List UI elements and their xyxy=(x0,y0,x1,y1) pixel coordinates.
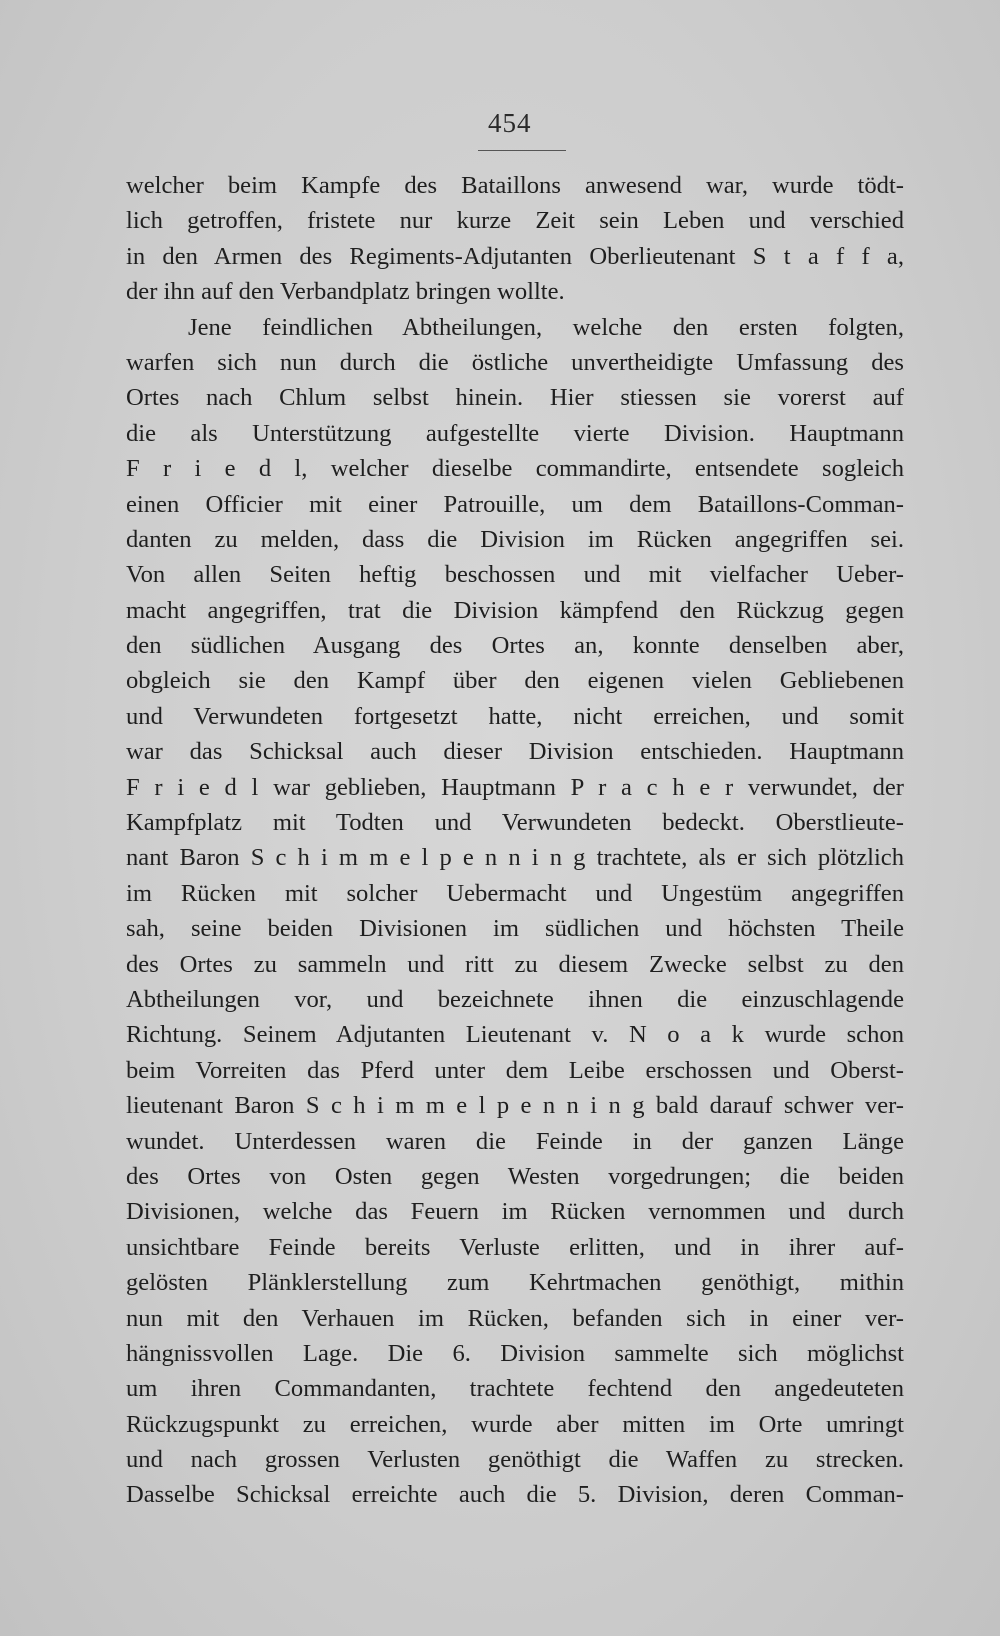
text-line: danten zu melden, dass die Division im Rücken angegriffen sei. xyxy=(126,525,904,553)
text-line: lich getroffen, fristete nur kurze Zeit sein Leben und verschied xyxy=(126,207,904,235)
text-line: welcher beim Kampfe des Bataillons anwesend war, wurde tödt- xyxy=(126,172,904,199)
text-line: hängnissvollen Lage. Die 6. Division sammelte sich möglichst xyxy=(126,1339,904,1367)
text-line: warfen sich nun durch die östliche unvertheidigte Umfassung des xyxy=(126,348,904,376)
text-line: einen Officier mit einer Patrouille, um dem Bataillons-Comman- xyxy=(126,490,904,518)
page-number: 454 xyxy=(488,108,532,138)
text-line: um ihren Commandanten, trachtete fechtend den angedeuteten xyxy=(126,1375,904,1403)
text-line: Divisionen, welche das Feuern im Rücken vernommen und durch xyxy=(126,1198,904,1226)
text-line: Dasselbe Schicksal erreichte auch die 5. Division, deren Comman- xyxy=(126,1481,904,1509)
text-line: nant Baron S c h i m m e l p e n n i n g trachtete, als er sich plötzlich xyxy=(126,844,904,872)
text-line: wundet. Unterdessen waren die Feinde in der ganzen Länge xyxy=(126,1127,904,1155)
text-line: obgleich sie den Kampf über den eigenen vielen Gebliebenen xyxy=(126,667,904,695)
text-line: F r i e d l war geblieben, Hauptmann P r a c h e r verwundet, der xyxy=(126,773,904,801)
text-line: unsichtbare Feinde bereits Verluste erlitten, und in ihrer auf- xyxy=(126,1233,904,1261)
text-line: macht angegriffen, trat die Division kämpfend den Rückzug gegen xyxy=(126,596,904,624)
page-number-rule xyxy=(478,150,566,151)
text-line: gelösten Plänklerstellung zum Kehrtmachen genöthigt, mithin xyxy=(126,1269,904,1297)
text-line: lieutenant Baron S c h i m m e l p e n n i n g bald darauf schwer ver- xyxy=(126,1092,904,1120)
text-line: beim Vorreiten das Pferd unter dem Leibe erschossen und Oberst- xyxy=(126,1056,904,1084)
text-line: F r i e d l, welcher dieselbe commandirte, entsendete sogleich xyxy=(126,455,904,483)
text-line: den südlichen Ausgang des Ortes an, konnte denselben aber, xyxy=(126,632,904,660)
text-line: im Rücken mit solcher Uebermacht und Ungestüm angegriffen xyxy=(126,879,904,907)
text-line: Kampfplatz mit Todten und Verwundeten bedeckt. Oberstlieute- xyxy=(126,809,904,837)
text-line: und Verwundeten fortgesetzt hatte, nicht erreichen, und somit xyxy=(126,702,904,730)
text-line: des Ortes zu sammeln und ritt zu diesem Zwecke selbst zu den xyxy=(126,950,904,978)
text-line: Ortes nach Chlum selbst hinein. Hier stiessen sie vorerst auf xyxy=(126,384,904,412)
text-line: Abtheilungen vor, und bezeichnete ihnen die einzuschlagende xyxy=(126,985,904,1013)
text-line: war das Schicksal auch dieser Division entschieden. Hauptmann xyxy=(126,738,904,766)
text-line: der ihn auf den Verbandplatz bringen wollte. xyxy=(126,278,565,306)
text-line: Richtung. Seinem Adjutanten Lieutenant v. N o a k wurde schon xyxy=(126,1021,904,1049)
text-line: nun mit den Verhauen im Rücken, befanden sich in einer ver- xyxy=(126,1304,904,1332)
text-line: in den Armen des Regiments-Adjutanten Oberlieutenant S t a f f a, xyxy=(126,242,904,270)
text-line: die als Unterstützung aufgestellte vierte Division. Hauptmann xyxy=(126,419,904,447)
body-text xyxy=(126,168,904,1513)
text-line: des Ortes von Osten gegen Westen vorgedrungen; die beiden xyxy=(126,1162,904,1190)
text-line: und nach grossen Verlusten genöthigt die Waffen zu strecken. xyxy=(126,1446,904,1474)
text-line: Jene feindlichen Abtheilungen, welche den ersten folgten, xyxy=(188,313,904,341)
text-line: sah, seine beiden Divisionen im südlichen und höchsten Theile xyxy=(126,915,904,943)
text-line: Rückzugspunkt zu erreichen, wurde aber mitten im Orte umringt xyxy=(126,1410,904,1438)
text-line: Von allen Seiten heftig beschossen und mit vielfacher Ueber- xyxy=(126,561,904,589)
